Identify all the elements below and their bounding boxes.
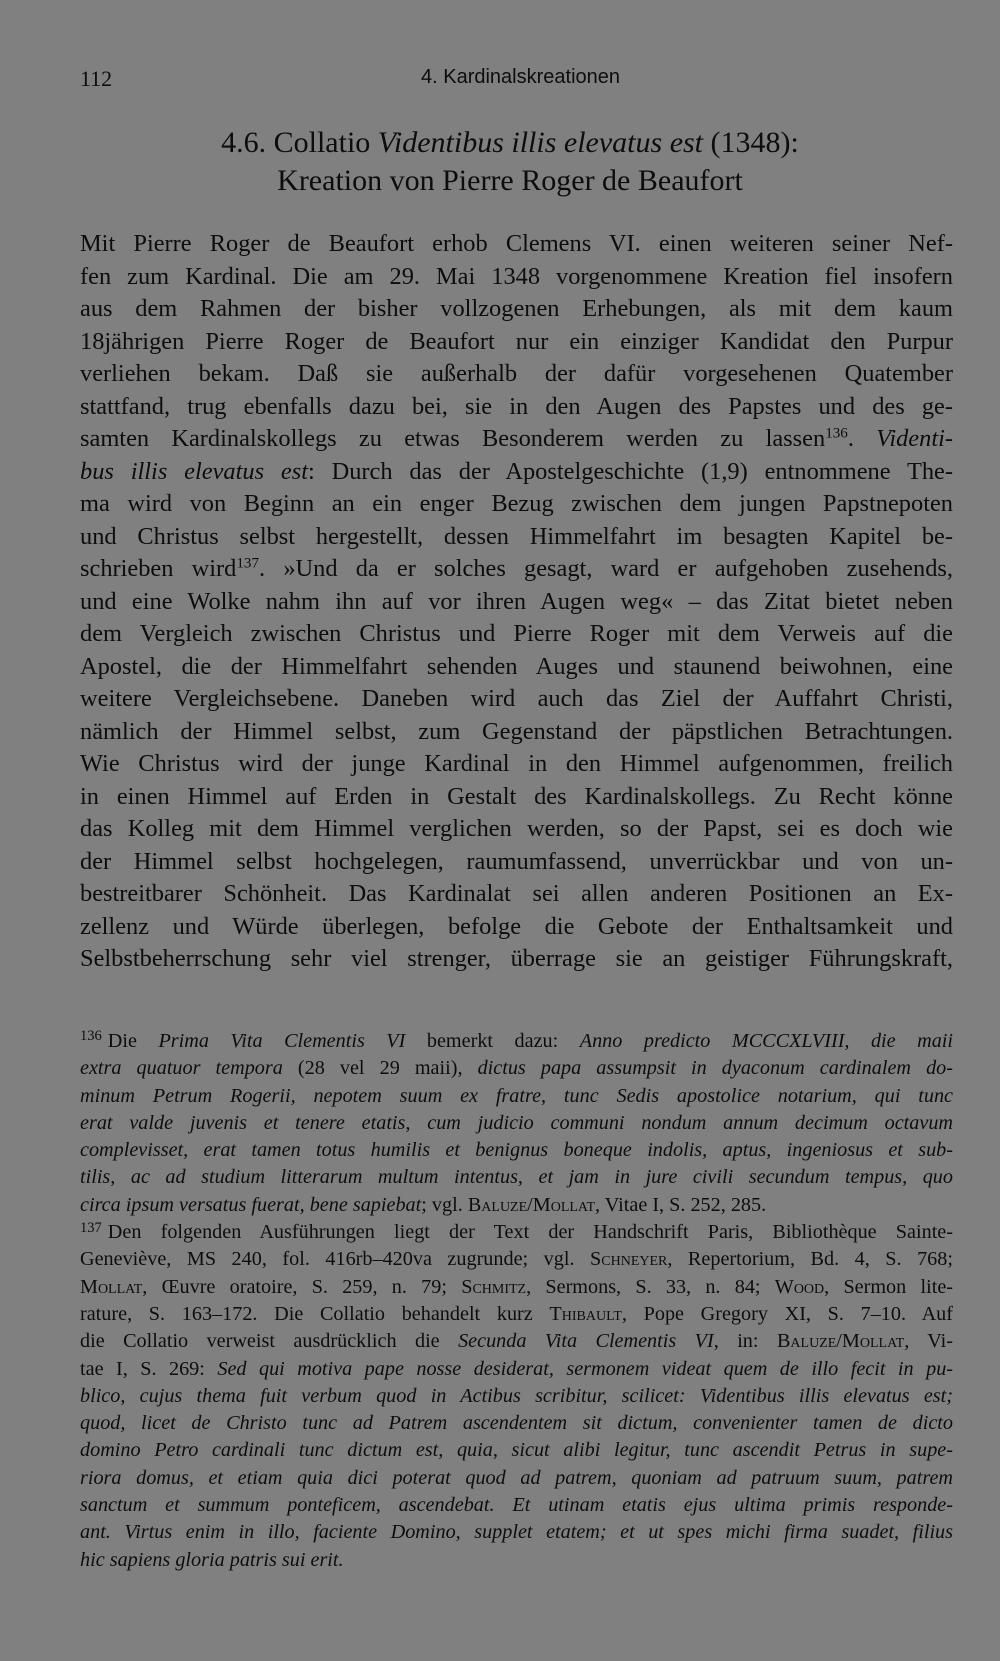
body-line: dem Vergleich zwischen Christus und Pierre Roger mit dem Verweis auf die — [80, 620, 953, 647]
footnote-136-line: circa ipsum versatus fuerat, bene sapiebat; vgl. Baluze/Mollat, Vitae I, S. 252, 285. — [80, 1193, 767, 1216]
footnote-137-line: ant. Virtus enim in illo, faciente Domino, supplet etatem; et ut spes michi firma suadet, filius — [80, 1521, 953, 1544]
body-line: stattfand, trug ebenfalls dazu bei, sie in den Augen des Papstes und des ge- — [80, 392, 953, 420]
body-line: der Himmel selbst hochgelegen, raumumfassend, unverrückbar und von un- — [80, 847, 953, 875]
footnote-136-line: tilis, ac ad studium litterarum multum intentus, et jam in jure civili secundum tempus, quo — [80, 1166, 953, 1189]
footnote-137-line: domino Petro cardinali tunc dictum est, quia, sicut alibi legitur, tunc ascendit Petrus in supe- — [80, 1439, 953, 1462]
footnote-ref-136: 136 — [825, 425, 848, 442]
body-line: und Christus selbst hergestellt, dessen Himmelfahrt im besagten Kapitel be- — [80, 522, 953, 550]
body-line: ma wird von Beginn an ein enger Bezug zwischen dem jungen Papstnepoten — [80, 490, 953, 517]
footnote-136-line: $^{136}$ Die Prima Vita Clementis VI bemerkt dazu: Anno predicto MCCCXLVIII, die maii — [80, 1028, 954, 1052]
body-line: Apostel, die der Himmelfahrt sehenden Auges und staunend beiwohnen, eine — [80, 652, 953, 680]
footnote-136-line: minum Petrum Rogerii, nepotem suum ex fratre, tunc Sedis apostolice notarium, qui tunc — [80, 1084, 953, 1107]
footnote-137-line: die Collatio verweist ausdrücklich die Secunda Vita Clementis VI, in: Baluze/Mollat, Vi- — [80, 1330, 953, 1353]
body-line: samten Kardinalskollegs zu etwas Besonderem werden zu lassen$^{136}$. Videnti- — [80, 425, 953, 452]
section-heading — [80, 124, 940, 200]
footnote-137-line: riora domus, et etiam quia dici poterat quod ad patrem, quoniam ad patruum suum, patrem — [80, 1466, 953, 1489]
footnote-137-line: quod, licet de Christo tunc ad Patrem ascendentem sit dictum, convenienter tamen de dicto — [80, 1412, 953, 1435]
body-line: aus dem Rahmen der bisher vollzogenen Erhebungen, als mit dem kaum — [80, 295, 953, 322]
body-line: bus illis elevatus est: Durch das der Apostelgeschichte (1,9) entnommene The- — [80, 457, 953, 485]
body-line: 18jährigen Pierre Roger de Beaufort nur ein einziger Kandidat den Purpur — [80, 327, 953, 355]
body-line: in einen Himmel auf Erden in Gestalt des Kardinalskollegs. Zu Recht könne — [80, 782, 953, 810]
footnote-mark-136: 136 — [80, 1028, 102, 1045]
body-line: verliehen bekam. Daß sie außerhalb der dafür vorgesehenen Quatember — [80, 360, 953, 387]
footnote-137-line: hic sapiens gloria patris sui erit. — [80, 1548, 344, 1571]
body-line: nämlich der Himmel selbst, zum Gegenstand der päpstlichen Betrachtungen. — [80, 717, 953, 745]
body-line: bestreitbarer Schönheit. Das Kardinalat sei allen anderen Positionen an Ex- — [80, 880, 953, 907]
footnote-137-line: rature, S. 163–172. Die Collatio behandelt kurz Thibault, Pope Gregory XI, S. 7–10. Auf — [80, 1302, 953, 1325]
chapter-title: 4. Kardinalskreationen — [421, 66, 621, 88]
footnote-ref-137: 137 — [236, 555, 260, 572]
body-line: schrieben wird$^{137}$. »Und da er solches gesagt, ward er aufgehoben zusehends, — [80, 555, 953, 582]
body-line: Mit Pierre Roger de Beaufort erhob Clemens VI. einen weiteren seiner Nef- — [80, 230, 953, 257]
section-heading-line-2: Kreation von Pierre Roger de Beaufort — [277, 164, 743, 197]
footnote-137-line: blico, cujus thema fuit verbum quod in Actibus scribitur, scilicet: Videntibus illis elevatus est; — [80, 1384, 953, 1407]
body-line: fen zum Kardinal. Die am 29. Mai 1348 vorgenommene Kreation fiel insofern — [80, 262, 953, 290]
footnote-136-line: extra quatuor tempora (28 vel 29 maii), dictus papa assumpsit in dyaconum cardinalem do- — [80, 1057, 953, 1080]
body-line: weitere Vergleichsebene. Daneben wird auch das Ziel der Auffahrt Christi, — [80, 685, 953, 712]
section-heading-line-1: 4.6. Collatio Videntibus illis elevatus est (1348): — [221, 126, 799, 159]
footnote-137-line: tae I, S. 269: Sed qui motiva pape nosse desiderat, sermonem videat quem de illo fecit in pu- — [80, 1357, 954, 1380]
body-line: und eine Wolke nahm ihn auf vor ihren Augen weg« – das Zitat bietet neben — [80, 587, 953, 615]
footnote-137-line: $^{137}$ Den folgenden Ausführungen liegt der Text der Handschrift Paris, Bibliothèque Sainte- — [80, 1219, 953, 1244]
footnote-136-line: complevisset, erat tamen totus humilis et benignus boneque indolis, aptus, ingeniosus et sub- — [80, 1139, 953, 1162]
footnote-137-line: Geneviève, MS 240, fol. 416rb–420va zugrunde; vgl. Schneyer, Repertorium, Bd. 4, S. 768; — [80, 1248, 953, 1271]
footnote-mark-137: 137 — [80, 1219, 102, 1236]
body-line: zellenz und Würde überlegen, befolge die Gebote der Enthaltsamkeit und — [80, 912, 953, 940]
footnote-137-line: Mollat, Œuvre oratoire, S. 259, n. 79; Schmitz, Sermons, S. 33, n. 84; Wood, Sermon lite- — [80, 1275, 953, 1298]
footnotes — [80, 1028, 953, 1574]
body-line: das Kolleg mit dem Himmel verglichen werden, so der Papst, sei es doch wie — [80, 815, 953, 842]
body-line: Selbstbeherrschung sehr viel strenger, überrage sie an geistiger Führungskraft, — [80, 945, 953, 972]
page-number: 112 — [80, 66, 113, 91]
running-header — [80, 66, 940, 96]
body-line: Wie Christus wird der junge Kardinal in den Himmel aufgenommen, freilich — [80, 750, 953, 777]
footnote-136-line: erat valde juvenis et tenere etatis, cum judicio communi nondum annum decimum octavum — [80, 1111, 953, 1134]
body-paragraph — [80, 228, 953, 976]
footnote-137-line: sanctum et summum ponteficem, ascendebat. Et utinam etatis ejus ultima primis responde- — [80, 1494, 953, 1517]
